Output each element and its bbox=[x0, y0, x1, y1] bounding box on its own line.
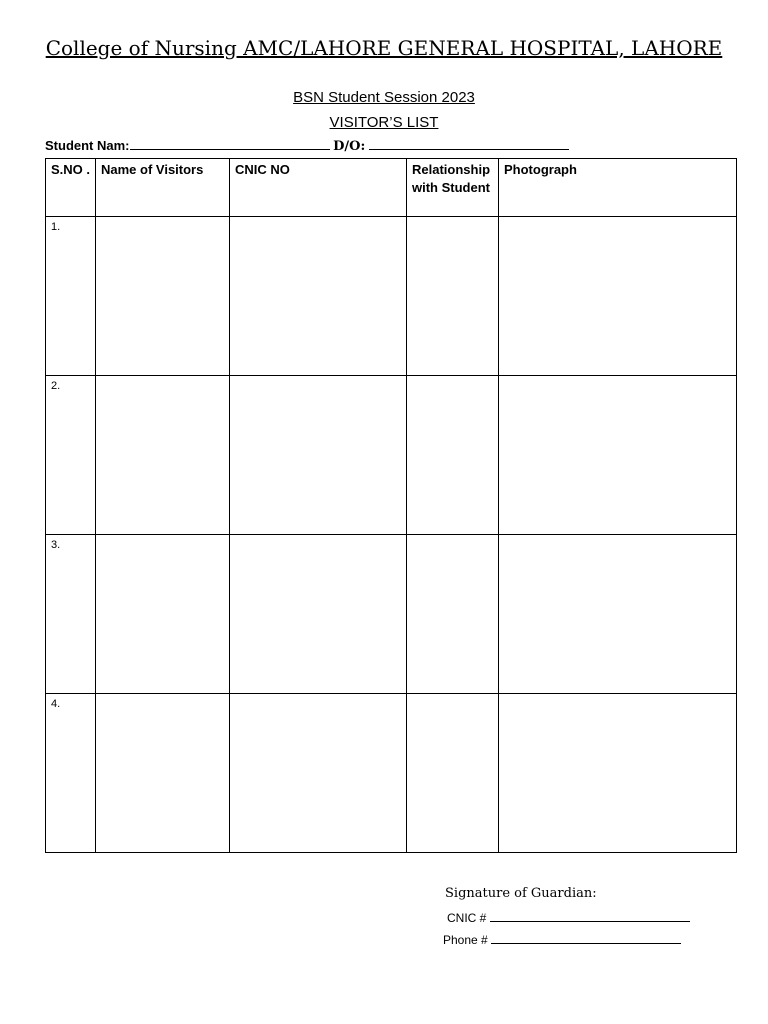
table-row bbox=[46, 217, 737, 376]
student-info-line bbox=[45, 138, 569, 154]
header-photograph: Photograph bbox=[499, 159, 737, 217]
guardian-phone-label: Phone # bbox=[443, 933, 488, 947]
table-header-row bbox=[46, 159, 737, 217]
photograph-cell[interactable] bbox=[499, 217, 737, 376]
guardian-phone-blank[interactable] bbox=[491, 932, 681, 944]
table-row bbox=[46, 376, 737, 535]
cnic-cell[interactable] bbox=[230, 535, 407, 694]
document-title: College of Nursing AMC/LAHORE GENERAL HOSPITAL, LAHORE bbox=[45, 36, 723, 60]
relationship-cell[interactable] bbox=[407, 694, 499, 853]
header-serial-number: S.NO . bbox=[46, 159, 96, 217]
header-relationship: Relationship with Student bbox=[407, 159, 499, 217]
relationship-cell[interactable] bbox=[407, 217, 499, 376]
photograph-cell[interactable] bbox=[499, 535, 737, 694]
visitor-name-cell[interactable] bbox=[96, 694, 230, 853]
student-name-label: Student Nam: bbox=[45, 138, 130, 153]
guardian-phone-line bbox=[443, 932, 681, 947]
guardian-cnic-line bbox=[447, 910, 690, 925]
session-heading: BSN Student Session 2023 bbox=[293, 89, 475, 106]
relationship-cell[interactable] bbox=[407, 376, 499, 535]
serial-number-cell: 3. bbox=[46, 535, 96, 694]
visitors-table bbox=[45, 158, 737, 853]
serial-number-cell: 1. bbox=[46, 217, 96, 376]
guardian-cnic-label: CNIC # bbox=[447, 911, 487, 925]
photograph-cell[interactable] bbox=[499, 376, 737, 535]
visitor-name-cell[interactable] bbox=[96, 535, 230, 694]
daughter-of-blank[interactable] bbox=[369, 138, 569, 150]
daughter-of-label: D/O: bbox=[333, 139, 366, 154]
visitor-name-cell[interactable] bbox=[96, 376, 230, 535]
table-row bbox=[46, 694, 737, 853]
serial-number-cell: 4. bbox=[46, 694, 96, 853]
photograph-cell[interactable] bbox=[499, 694, 737, 853]
cnic-cell[interactable] bbox=[230, 217, 407, 376]
guardian-signature-label: Signature of Guardian: bbox=[445, 886, 597, 901]
header-cnic-number: CNIC NO bbox=[230, 159, 407, 217]
table-row bbox=[46, 535, 737, 694]
cnic-cell[interactable] bbox=[230, 376, 407, 535]
student-name-blank[interactable] bbox=[130, 138, 330, 150]
cnic-cell[interactable] bbox=[230, 694, 407, 853]
serial-number-cell: 2. bbox=[46, 376, 96, 535]
guardian-cnic-blank[interactable] bbox=[490, 910, 690, 922]
visitors-list-heading: VISITOR’S LIST bbox=[329, 114, 439, 131]
header-visitor-name: Name of Visitors bbox=[96, 159, 230, 217]
relationship-cell[interactable] bbox=[407, 535, 499, 694]
visitor-name-cell[interactable] bbox=[96, 217, 230, 376]
